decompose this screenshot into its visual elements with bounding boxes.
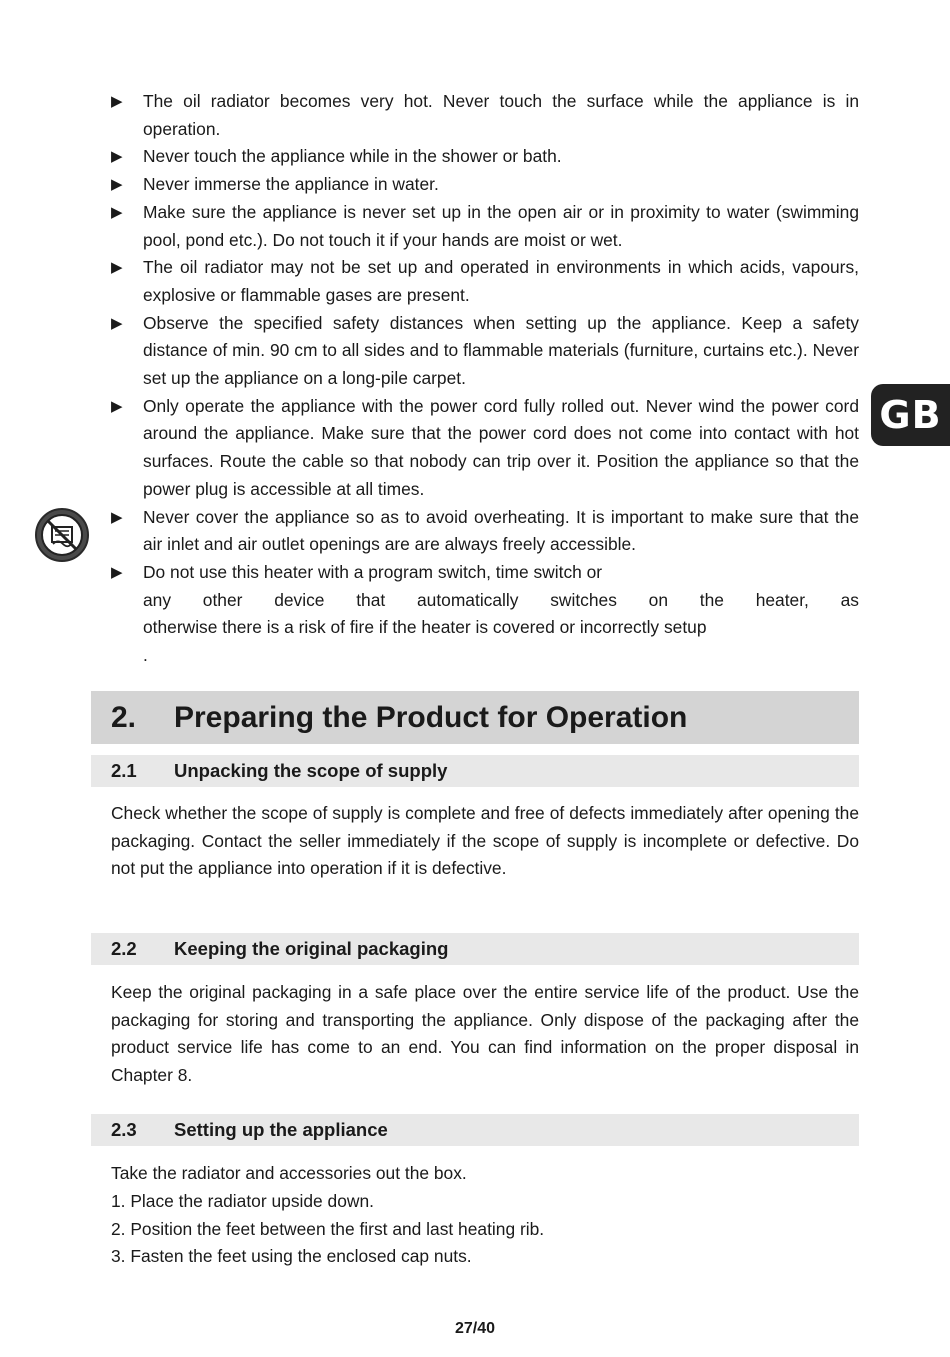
bullet-line: any other device that automatically switches on the heater, as	[143, 589, 859, 610]
arrow-bullet-icon: ▶	[111, 314, 123, 332]
setup-step: 3. Fasten the feet using the enclosed cap nuts.	[111, 1246, 472, 1267]
bullet-text: Never cover the appliance so as to avoid overheating. It is important to make sure that the air inlet and air outlet openings are are always freely accessible.	[143, 506, 859, 555]
bullet-text: The oil radiator becomes very hot. Never touch the surface while the appliance is in operation.	[143, 91, 859, 139]
arrow-bullet-icon: ▶	[111, 508, 123, 526]
arrow-bullet-icon: ▶	[111, 203, 123, 221]
section-number: 2.3	[111, 1119, 137, 1140]
page-number: 27/40	[454, 1320, 496, 1337]
bullet-text	[143, 559, 859, 670]
bullet-text: Never immerse the appliance in water.	[143, 174, 439, 195]
bullet-text: Never touch the appliance while in the shower or bath.	[143, 146, 562, 167]
bullet-item	[111, 254, 859, 309]
bullet-line: Do not use this heater with a program switch, time switch or	[143, 561, 603, 582]
bullet-text: The oil radiator may not be set up and operated in environments in which acids, vapours, explosive or flammable gases are present.	[143, 257, 859, 305]
setup-step: 1. Place the radiator upside down.	[111, 1190, 374, 1211]
section-number: 2.1	[111, 760, 137, 781]
section-heading-2-3	[91, 1114, 859, 1146]
arrow-bullet-icon: ▶	[111, 397, 123, 415]
bullet-line: otherwise there is a risk of fire if the heater is covered or incorrectly setup	[143, 617, 707, 638]
arrow-bullet-icon: ▶	[111, 176, 123, 194]
chapter-title: Preparing the Product for Operation	[174, 700, 688, 734]
chapter-heading	[91, 691, 859, 744]
bullet-item	[111, 199, 859, 254]
section-title: Setting up the appliance	[174, 1119, 388, 1140]
bullet-item	[111, 143, 859, 171]
bullet-item	[111, 171, 859, 199]
bullet-item	[111, 310, 859, 393]
arrow-bullet-icon: ▶	[111, 259, 123, 277]
setup-line: Take the radiator and accessories out the box.	[111, 1163, 467, 1183]
bullet-item	[111, 504, 859, 559]
section-title: Unpacking the scope of supply	[174, 760, 448, 781]
bullet-text: Make sure the appliance is never set up in the open air or in proximity to water (swimming pool, pond etc.). Do not touch it if your hands are moist or wet.	[143, 201, 859, 250]
bullet-text: Observe the specified safety distances when setting up the appliance. Keep a safety distance of min. 90 cm to all sides and to flammable materials (furniture, curtains etc.). Never set up the appliance on a long-pile carpet.	[143, 312, 859, 389]
arrow-bullet-icon: ▶	[111, 148, 123, 166]
language-tab: GB	[871, 384, 950, 446]
section-number: 2.2	[111, 938, 137, 959]
bullet-item	[111, 88, 859, 143]
bullet-text: Only operate the appliance with the power cord fully rolled out. Never wind the power cord around the appliance. Make sure that the power cord does not come into contact with hot surfaces. Route the cable so that nobody can trip over it. Position the appliance so that the power plug is accessible at all times.	[143, 395, 859, 499]
bullet-item-last	[111, 559, 859, 670]
setup-steps	[111, 1160, 859, 1271]
bullet-line: .	[143, 645, 148, 666]
section-title: Keeping the original packaging	[174, 938, 449, 959]
bullet-item	[111, 393, 859, 504]
section-heading-2-2	[91, 933, 859, 965]
do-not-cover-icon	[34, 507, 90, 563]
section-body: Keep the original packaging in a safe place over the entire service life of the product. Use the packaging for storing and transporting the appliance. Only dispose of the packaging after the product service life has come to an end. You can find information on the proper disposal in Chapter 8.	[111, 982, 859, 1086]
setup-step: 2. Position the feet between the first and last heating rib.	[111, 1218, 545, 1239]
safety-bullet-list	[111, 88, 859, 670]
arrow-bullet-icon: ▶	[111, 93, 123, 110]
section-body: Check whether the scope of supply is complete and free of defects immediately after opening the packaging. Contact the seller immediately if the scope of supply is incomplete or defective. Do not put the appliance into operation if it is defective.	[111, 803, 859, 879]
arrow-bullet-icon: ▶	[111, 563, 123, 581]
chapter-number: 2.	[111, 700, 137, 734]
section-heading-2-1	[91, 755, 859, 787]
